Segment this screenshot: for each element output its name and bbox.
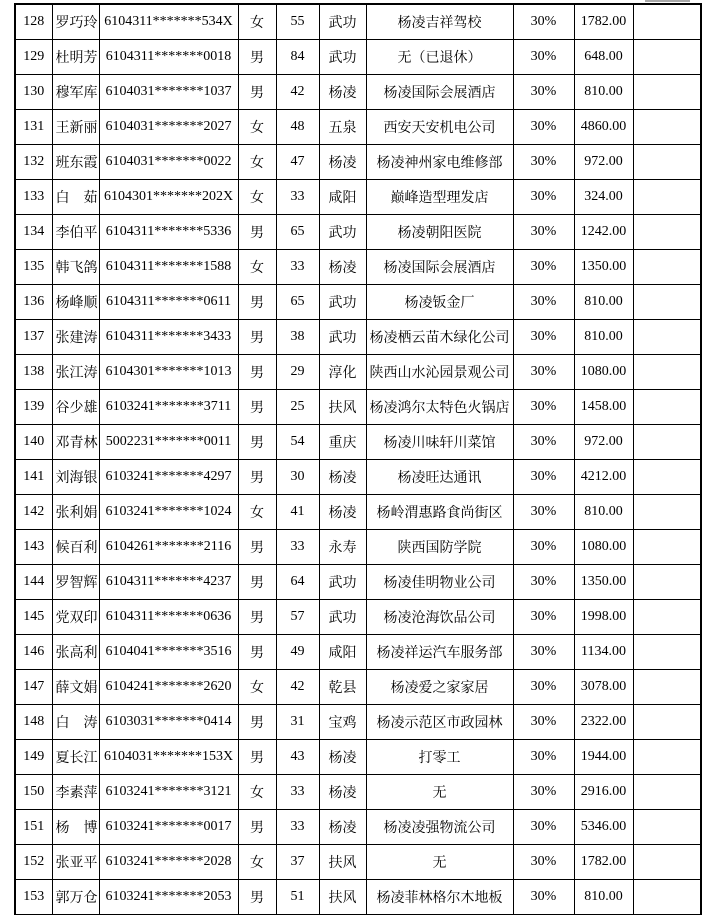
name-cell: 韩飞鸽: [52, 250, 99, 285]
age-cell: 31: [276, 705, 319, 740]
subsidy-ratio-cell: 30%: [513, 530, 574, 565]
subsidy-ratio-cell: 30%: [513, 880, 574, 915]
amount-cell: 1350.00: [574, 565, 633, 600]
serial-number-cell: 147: [15, 670, 52, 705]
serial-number-cell: 130: [15, 75, 52, 110]
amount-cell: 810.00: [574, 495, 633, 530]
age-cell: 41: [276, 495, 319, 530]
table-row: [15, 355, 701, 390]
table-row: [15, 425, 701, 460]
employer-cell: 杨凌钣金厂: [366, 285, 513, 320]
id-number-cell: 6104031*******0022: [99, 145, 238, 180]
id-number-cell: 6104301*******202X: [99, 180, 238, 215]
remark-cell: [633, 4, 701, 40]
gender-cell: 女: [238, 495, 276, 530]
age-cell: 65: [276, 285, 319, 320]
gender-cell: 女: [238, 775, 276, 810]
subsidy-ratio-cell: 30%: [513, 740, 574, 775]
name-cell: 穆军库: [52, 75, 99, 110]
hometown-cell: 五泉: [319, 110, 366, 145]
hometown-cell: 武功: [319, 565, 366, 600]
name-cell: 党双印: [52, 600, 99, 635]
amount-cell: 1458.00: [574, 390, 633, 425]
table-row: [15, 320, 701, 355]
remark-cell: [633, 880, 701, 915]
id-number-cell: 6104311*******0018: [99, 40, 238, 75]
hometown-cell: 扶风: [319, 845, 366, 880]
age-cell: 54: [276, 425, 319, 460]
name-cell: 张利娟: [52, 495, 99, 530]
amount-cell: 2916.00: [574, 775, 633, 810]
hometown-cell: 武功: [319, 4, 366, 40]
gender-cell: 男: [238, 530, 276, 565]
subsidy-ratio-cell: 30%: [513, 775, 574, 810]
hometown-cell: 宝鸡: [319, 705, 366, 740]
gender-cell: 男: [238, 425, 276, 460]
amount-cell: 972.00: [574, 425, 633, 460]
table-row: [15, 705, 701, 740]
age-cell: 51: [276, 880, 319, 915]
gender-cell: 男: [238, 460, 276, 495]
id-number-cell: 6104031*******2027: [99, 110, 238, 145]
remark-cell: [633, 355, 701, 390]
remark-cell: [633, 810, 701, 845]
hometown-cell: 杨凌: [319, 495, 366, 530]
employer-cell: 杨凌爱之家家居: [366, 670, 513, 705]
hometown-cell: 杨凌: [319, 810, 366, 845]
serial-number-cell: 129: [15, 40, 52, 75]
age-cell: 38: [276, 320, 319, 355]
id-number-cell: 6104311*******5336: [99, 215, 238, 250]
id-number-cell: 6104311*******1588: [99, 250, 238, 285]
subsidy-ratio-cell: 30%: [513, 390, 574, 425]
subsidy-ratio-cell: 30%: [513, 810, 574, 845]
remark-cell: [633, 740, 701, 775]
id-number-cell: 6103241*******4297: [99, 460, 238, 495]
name-cell: 白 涛: [52, 705, 99, 740]
age-cell: 42: [276, 670, 319, 705]
name-cell: 张高利: [52, 635, 99, 670]
amount-cell: 810.00: [574, 75, 633, 110]
amount-cell: 1998.00: [574, 600, 633, 635]
age-cell: 33: [276, 180, 319, 215]
amount-cell: 324.00: [574, 180, 633, 215]
name-cell: 王新丽: [52, 110, 99, 145]
gender-cell: 女: [238, 110, 276, 145]
serial-number-cell: 152: [15, 845, 52, 880]
serial-number-cell: 135: [15, 250, 52, 285]
remark-cell: [633, 40, 701, 75]
amount-cell: 810.00: [574, 285, 633, 320]
employer-cell: 杨凌鸿尔太特色火锅店: [366, 390, 513, 425]
subsidy-ratio-cell: 30%: [513, 425, 574, 460]
amount-cell: 4212.00: [574, 460, 633, 495]
hometown-cell: 重庆: [319, 425, 366, 460]
hometown-cell: 武功: [319, 600, 366, 635]
table-row: [15, 215, 701, 250]
name-cell: 张建涛: [52, 320, 99, 355]
remark-cell: [633, 565, 701, 600]
id-number-cell: 6103031*******0414: [99, 705, 238, 740]
serial-number-cell: 145: [15, 600, 52, 635]
remark-cell: [633, 600, 701, 635]
id-number-cell: 6104311*******534X: [99, 4, 238, 40]
hometown-cell: 杨凌: [319, 250, 366, 285]
name-cell: 白 茹: [52, 180, 99, 215]
gender-cell: 男: [238, 215, 276, 250]
name-cell: 薛文娟: [52, 670, 99, 705]
subsidy-ratio-cell: 30%: [513, 355, 574, 390]
subsidy-ratio-cell: 30%: [513, 495, 574, 530]
remark-cell: [633, 670, 701, 705]
remark-cell: [633, 215, 701, 250]
serial-number-cell: 153: [15, 880, 52, 915]
employer-cell: 杨凌沧海饮品公司: [366, 600, 513, 635]
serial-number-cell: 141: [15, 460, 52, 495]
age-cell: 48: [276, 110, 319, 145]
subsidy-records-table: [14, 3, 702, 915]
subsidy-ratio-cell: 30%: [513, 285, 574, 320]
employer-cell: 无（已退休）: [366, 40, 513, 75]
name-cell: 谷少雄: [52, 390, 99, 425]
serial-number-cell: 140: [15, 425, 52, 460]
serial-number-cell: 143: [15, 530, 52, 565]
employer-cell: 杨凌朝阳医院: [366, 215, 513, 250]
table-row: [15, 390, 701, 425]
table-row: [15, 495, 701, 530]
remark-cell: [633, 460, 701, 495]
table-row: [15, 530, 701, 565]
id-number-cell: 6103241*******0017: [99, 810, 238, 845]
gender-cell: 男: [238, 565, 276, 600]
name-cell: 罗智辉: [52, 565, 99, 600]
gender-cell: 女: [238, 670, 276, 705]
subsidy-ratio-cell: 30%: [513, 250, 574, 285]
table-row: [15, 600, 701, 635]
name-cell: 候百利: [52, 530, 99, 565]
subsidy-ratio-cell: 30%: [513, 635, 574, 670]
serial-number-cell: 150: [15, 775, 52, 810]
subsidy-ratio-cell: 30%: [513, 110, 574, 145]
serial-number-cell: 138: [15, 355, 52, 390]
gender-cell: 男: [238, 600, 276, 635]
subsidy-ratio-cell: 30%: [513, 320, 574, 355]
employer-cell: 杨凌示范区市政园林: [366, 705, 513, 740]
subsidy-ratio-cell: 30%: [513, 600, 574, 635]
subsidy-ratio-cell: 30%: [513, 40, 574, 75]
table-row: [15, 285, 701, 320]
subsidy-ratio-cell: 30%: [513, 75, 574, 110]
gender-cell: 男: [238, 355, 276, 390]
remark-cell: [633, 320, 701, 355]
hometown-cell: 武功: [319, 40, 366, 75]
name-cell: 杜明芳: [52, 40, 99, 75]
gender-cell: 男: [238, 740, 276, 775]
amount-cell: 2322.00: [574, 705, 633, 740]
amount-cell: 1782.00: [574, 845, 633, 880]
employer-cell: 杨凌菲林格尔木地板: [366, 880, 513, 915]
serial-number-cell: 134: [15, 215, 52, 250]
table-row: [15, 845, 701, 880]
table-row: [15, 145, 701, 180]
id-number-cell: 6104311*******3433: [99, 320, 238, 355]
id-number-cell: 6104311*******4237: [99, 565, 238, 600]
id-number-cell: 6103241*******2028: [99, 845, 238, 880]
employer-cell: 杨凌佳明物业公司: [366, 565, 513, 600]
hometown-cell: 杨凌: [319, 145, 366, 180]
table-row: [15, 740, 701, 775]
remark-cell: [633, 110, 701, 145]
age-cell: 49: [276, 635, 319, 670]
name-cell: 郭万仓: [52, 880, 99, 915]
subsidy-ratio-cell: 30%: [513, 4, 574, 40]
name-cell: 李素萍: [52, 775, 99, 810]
subsidy-ratio-cell: 30%: [513, 145, 574, 180]
employer-cell: 陕西山水沁园景观公司: [366, 355, 513, 390]
id-number-cell: 6104311*******0636: [99, 600, 238, 635]
subsidy-ratio-cell: 30%: [513, 180, 574, 215]
table-row: [15, 565, 701, 600]
subsidy-ratio-cell: 30%: [513, 845, 574, 880]
gender-cell: 男: [238, 635, 276, 670]
gender-cell: 女: [238, 180, 276, 215]
name-cell: 李伯平: [52, 215, 99, 250]
employer-cell: 西安天安机电公司: [366, 110, 513, 145]
table-row: [15, 775, 701, 810]
gender-cell: 男: [238, 390, 276, 425]
name-cell: 刘海银: [52, 460, 99, 495]
employer-cell: 杨凌川味轩川菜馆: [366, 425, 513, 460]
employer-cell: 打零工: [366, 740, 513, 775]
name-cell: 班东霞: [52, 145, 99, 180]
serial-number-cell: 128: [15, 4, 52, 40]
hometown-cell: 杨凌: [319, 75, 366, 110]
id-number-cell: 6104031*******1037: [99, 75, 238, 110]
table-row: [15, 4, 701, 40]
id-number-cell: 6104041*******3516: [99, 635, 238, 670]
gender-cell: 男: [238, 320, 276, 355]
screen-edge-artifact: [645, 0, 690, 2]
id-number-cell: 6104301*******1013: [99, 355, 238, 390]
table-row: [15, 880, 701, 915]
serial-number-cell: 137: [15, 320, 52, 355]
age-cell: 33: [276, 810, 319, 845]
table-row: [15, 635, 701, 670]
age-cell: 64: [276, 565, 319, 600]
employer-cell: 无: [366, 845, 513, 880]
age-cell: 42: [276, 75, 319, 110]
amount-cell: 1080.00: [574, 530, 633, 565]
table-row: [15, 460, 701, 495]
remark-cell: [633, 180, 701, 215]
hometown-cell: 武功: [319, 320, 366, 355]
serial-number-cell: 131: [15, 110, 52, 145]
remark-cell: [633, 75, 701, 110]
amount-cell: 5346.00: [574, 810, 633, 845]
hometown-cell: 淳化: [319, 355, 366, 390]
age-cell: 57: [276, 600, 319, 635]
id-number-cell: 6103241*******1024: [99, 495, 238, 530]
serial-number-cell: 151: [15, 810, 52, 845]
employer-cell: 杨凌国际会展酒店: [366, 75, 513, 110]
hometown-cell: 武功: [319, 215, 366, 250]
serial-number-cell: 133: [15, 180, 52, 215]
table-row: [15, 670, 701, 705]
remark-cell: [633, 495, 701, 530]
amount-cell: 810.00: [574, 320, 633, 355]
subsidy-ratio-cell: 30%: [513, 565, 574, 600]
table-row: [15, 250, 701, 285]
amount-cell: 972.00: [574, 145, 633, 180]
remark-cell: [633, 775, 701, 810]
serial-number-cell: 136: [15, 285, 52, 320]
age-cell: 47: [276, 145, 319, 180]
serial-number-cell: 139: [15, 390, 52, 425]
remark-cell: [633, 845, 701, 880]
name-cell: 杨 博: [52, 810, 99, 845]
employer-cell: 无: [366, 775, 513, 810]
hometown-cell: 咸阳: [319, 180, 366, 215]
subsidy-ratio-cell: 30%: [513, 215, 574, 250]
amount-cell: 4860.00: [574, 110, 633, 145]
id-number-cell: 6104031*******153X: [99, 740, 238, 775]
gender-cell: 男: [238, 285, 276, 320]
gender-cell: 女: [238, 250, 276, 285]
serial-number-cell: 132: [15, 145, 52, 180]
id-number-cell: 6103241*******3121: [99, 775, 238, 810]
table-row: [15, 75, 701, 110]
gender-cell: 男: [238, 40, 276, 75]
remark-cell: [633, 145, 701, 180]
serial-number-cell: 148: [15, 705, 52, 740]
age-cell: 33: [276, 530, 319, 565]
hometown-cell: 扶风: [319, 390, 366, 425]
amount-cell: 1080.00: [574, 355, 633, 390]
remark-cell: [633, 530, 701, 565]
table-row: [15, 180, 701, 215]
age-cell: 43: [276, 740, 319, 775]
name-cell: 张亚平: [52, 845, 99, 880]
name-cell: 夏长江: [52, 740, 99, 775]
hometown-cell: 杨凌: [319, 775, 366, 810]
gender-cell: 男: [238, 880, 276, 915]
amount-cell: 1134.00: [574, 635, 633, 670]
name-cell: 罗巧玲: [52, 4, 99, 40]
remark-cell: [633, 705, 701, 740]
amount-cell: 1944.00: [574, 740, 633, 775]
hometown-cell: 武功: [319, 285, 366, 320]
age-cell: 55: [276, 4, 319, 40]
age-cell: 33: [276, 250, 319, 285]
amount-cell: 810.00: [574, 880, 633, 915]
gender-cell: 男: [238, 705, 276, 740]
subsidy-ratio-cell: 30%: [513, 705, 574, 740]
employer-cell: 巅峰造型理发店: [366, 180, 513, 215]
remark-cell: [633, 285, 701, 320]
gender-cell: 女: [238, 845, 276, 880]
age-cell: 65: [276, 215, 319, 250]
remark-cell: [633, 250, 701, 285]
employer-cell: 杨凌凌强物流公司: [366, 810, 513, 845]
records-table-body: [15, 4, 701, 915]
amount-cell: 3078.00: [574, 670, 633, 705]
name-cell: 邓青林: [52, 425, 99, 460]
age-cell: 84: [276, 40, 319, 75]
hometown-cell: 扶风: [319, 880, 366, 915]
table-row: [15, 40, 701, 75]
table-row: [15, 110, 701, 145]
hometown-cell: 杨凌: [319, 460, 366, 495]
id-number-cell: 6104311*******0611: [99, 285, 238, 320]
employer-cell: 陕西国防学院: [366, 530, 513, 565]
amount-cell: 1242.00: [574, 215, 633, 250]
remark-cell: [633, 425, 701, 460]
gender-cell: 男: [238, 810, 276, 845]
employer-cell: 杨凌栖云苗木绿化公司: [366, 320, 513, 355]
serial-number-cell: 149: [15, 740, 52, 775]
serial-number-cell: 144: [15, 565, 52, 600]
amount-cell: 1350.00: [574, 250, 633, 285]
id-number-cell: 5002231*******0011: [99, 425, 238, 460]
id-number-cell: 6104261*******2116: [99, 530, 238, 565]
table-row: [15, 810, 701, 845]
serial-number-cell: 142: [15, 495, 52, 530]
gender-cell: 女: [238, 145, 276, 180]
remark-cell: [633, 390, 701, 425]
amount-cell: 1782.00: [574, 4, 633, 40]
employer-cell: 杨岭渭惠路食尚街区: [366, 495, 513, 530]
age-cell: 37: [276, 845, 319, 880]
subsidy-ratio-cell: 30%: [513, 460, 574, 495]
name-cell: 杨峰顺: [52, 285, 99, 320]
age-cell: 25: [276, 390, 319, 425]
hometown-cell: 杨凌: [319, 740, 366, 775]
id-number-cell: 6103241*******3711: [99, 390, 238, 425]
gender-cell: 女: [238, 4, 276, 40]
amount-cell: 648.00: [574, 40, 633, 75]
id-number-cell: 6103241*******2053: [99, 880, 238, 915]
employer-cell: 杨凌旺达通讯: [366, 460, 513, 495]
employer-cell: 杨凌神州家电维修部: [366, 145, 513, 180]
id-number-cell: 6104241*******2620: [99, 670, 238, 705]
employer-cell: 杨凌国际会展酒店: [366, 250, 513, 285]
age-cell: 33: [276, 775, 319, 810]
remark-cell: [633, 635, 701, 670]
gender-cell: 男: [238, 75, 276, 110]
serial-number-cell: 146: [15, 635, 52, 670]
hometown-cell: 乾县: [319, 670, 366, 705]
employer-cell: 杨凌吉祥驾校: [366, 4, 513, 40]
hometown-cell: 咸阳: [319, 635, 366, 670]
subsidy-ratio-cell: 30%: [513, 670, 574, 705]
age-cell: 30: [276, 460, 319, 495]
employer-cell: 杨凌祥运汽车服务部: [366, 635, 513, 670]
age-cell: 29: [276, 355, 319, 390]
name-cell: 张江涛: [52, 355, 99, 390]
hometown-cell: 永寿: [319, 530, 366, 565]
